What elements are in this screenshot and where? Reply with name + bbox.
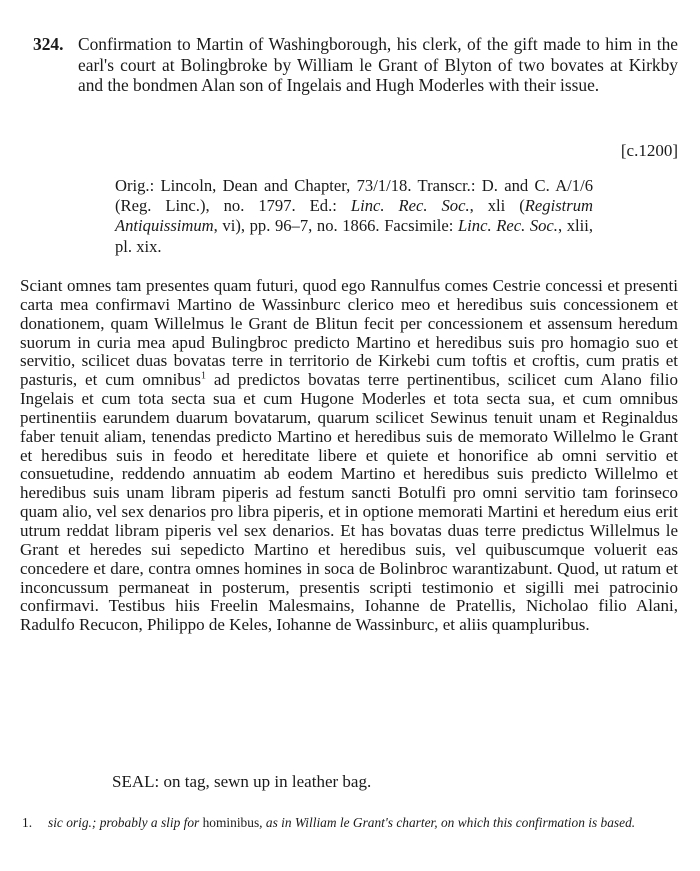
entry-heading <box>33 34 678 96</box>
source-ed-series: Linc. Rec. Soc. <box>350 196 470 216</box>
charter-text <box>20 277 678 635</box>
footnote-number: 1. <box>22 815 33 830</box>
footnote-reference: 1 <box>200 370 206 382</box>
footnote-body <box>48 814 678 831</box>
footnote-italic-2: , as in William le Grant's charter, on which this confirmation is based. <box>259 815 636 830</box>
seal-note: SEAL: on tag, sewn up in leather bag. <box>112 772 372 791</box>
footnote-italic-1: sic orig.; probably a slip for <box>48 815 200 830</box>
charter-text-part2: ad predictos bovatas terre pertinentibus, scilicet cum Alano filio Ingelais et cum tota secta sua et cum Hugone Moderles et tota secta sua, et cum omnibus pertinentiis earundem duarum bovatarum, quarum scilicet Sewinus tenuit unam et Reginaldus faber tenuit aliam, tenendas predicto Martino et heredibus suis de memorato Willelmo le Grant et heredibus suis in feodo et hereditate libere et quiete et honorifice ab omni servitio et consuetudine, reddendo annuatim ab eodem Martino et heredibus suis predicto Willelmo et heredibus suis unam libram piperis ad festum sancti Botulfi pro omni servitio tam forinseco quam alio, vel sex denarios pro libra piperis, et in optione memorati Martini et heredum eius erit utrum reddat libram piperis vel sex denarios. Et has bovatas duas terre predictus Willelmus le Grant et heredes sui sepedicto Martino et heredibus suis, vel quibuscumque voluerit eas concedere et dare, contra omnes homines in soca de Bolinbroc warantizabunt. Quod, ut ratum et inconcussum permaneat in posterum, presentis scripti testimonio et sigilli mei patrocinio confirmavi. Testibus hiis Freelin Malesmains, Iohanne de Pratellis, Nicholao filio Alani, Radulfo Recucon, Philippo de Keles, Iohanne de Wassinburc, et aliis quampluribus. <box>20 370 678 635</box>
source-facsimile-details: , xlii, pl. xix. <box>115 216 593 256</box>
charter-text-part1: Sciant omnes tam presentes quam futuri, quod ego Rannulfus comes Cestrie concessi et presenti carta mea confirmavi Martino de Wassinburc clerico meo et heredibus suis concessionem et donationem, quam Willelmus le Grant de Blitun fecit per concessionem et assensum heredum suorum in curia mea apud Bulingbroc predicto Martino et heredibus suis pro homagio suo et servitio, scilicet duas bovatas terre in territorio de Kirkebi cum toftis et croftis, cum pratis et pasturis, et cum omnibus <box>20 276 678 390</box>
source-register: Registrum Antiquissimum <box>115 196 593 236</box>
source-note <box>115 176 593 257</box>
source-facsimile-label: Facsimile: <box>384 216 454 236</box>
source-ed-vol: , xli ( <box>469 196 525 216</box>
source-ed-details: , vi), pp. 96–7, no. 1866. <box>213 216 380 236</box>
entry-title: Confirmation to Martin of Washingborough, his clerk, of the gift made to him in the earl's court at Bolingbroke by William le Grant of Blyton of two bovates at Kirkby and the bondmen Alan son of Ingelais and Hugh Moderles with their issue. <box>78 34 678 95</box>
entry-number: 324. <box>33 34 64 54</box>
footnote-roman-word: hominibus <box>199 815 260 830</box>
source-facsimile-series: Linc. Rec. Soc. <box>457 216 558 236</box>
source-orig: Orig.: Lincoln, Dean and Chapter, 73/1/18. Transcr.: D. and C. A/1/6 (Reg. Linc.), no. 1797. Ed.: <box>115 176 593 216</box>
entry-date: [c.1200] <box>620 141 678 160</box>
footnote <box>22 814 678 831</box>
